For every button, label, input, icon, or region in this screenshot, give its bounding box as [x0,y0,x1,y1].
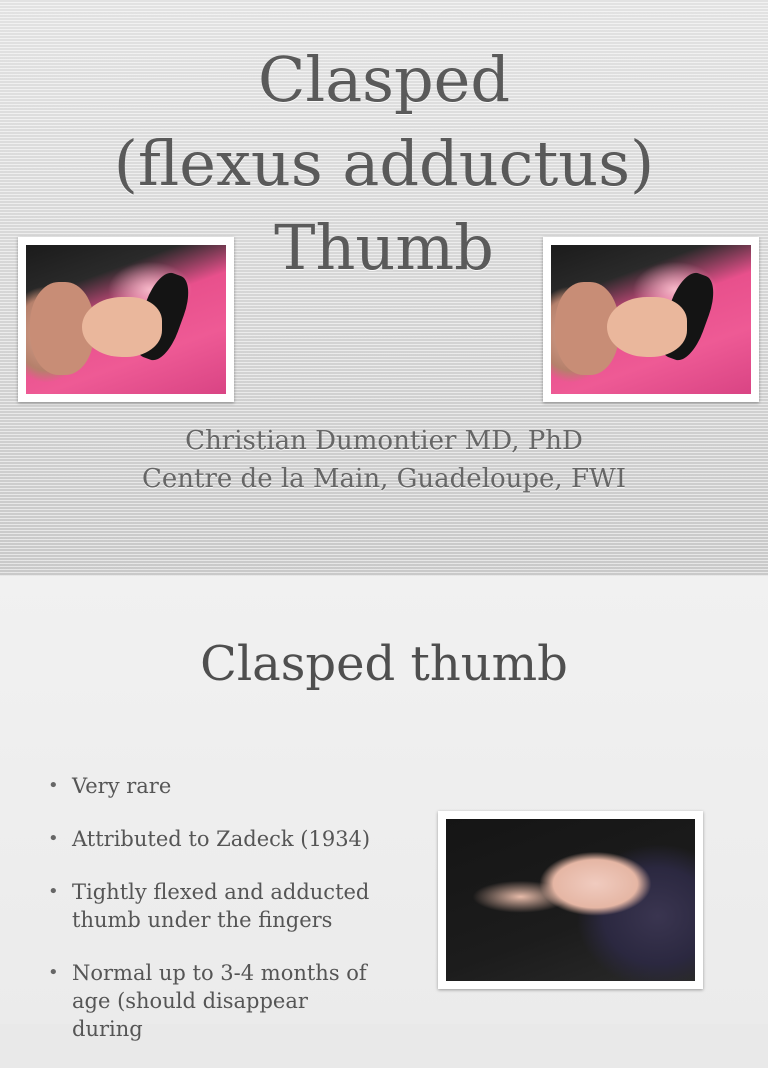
infant-hand-photo [446,819,695,981]
infant-hand-photo [551,245,751,394]
list-item: • Attributed to Zadeck (1934) [48,825,378,853]
content-photo [438,811,703,989]
list-item: • Normal up to 3-4 months of age (should disappear during [48,959,378,1043]
author-name: Christian Dumontier MD, PhD [185,426,583,456]
author-block [0,422,768,498]
title-line: Thumb [274,211,494,284]
title-line: Clasped [257,43,511,116]
slide-heading: Clasped thumb [200,636,568,692]
title-line: (flexus adductus) [113,127,655,200]
author-affiliation: Centre de la Main, Guadeloupe, FWI [142,464,626,494]
list-item: • Tightly flexed and adducted thumb under the fingers [48,878,378,934]
right-photo [543,237,759,402]
list-item: • Very rare [48,772,378,800]
content-slide [0,576,768,1041]
left-photo [18,237,234,402]
infant-hand-photo [26,245,226,394]
